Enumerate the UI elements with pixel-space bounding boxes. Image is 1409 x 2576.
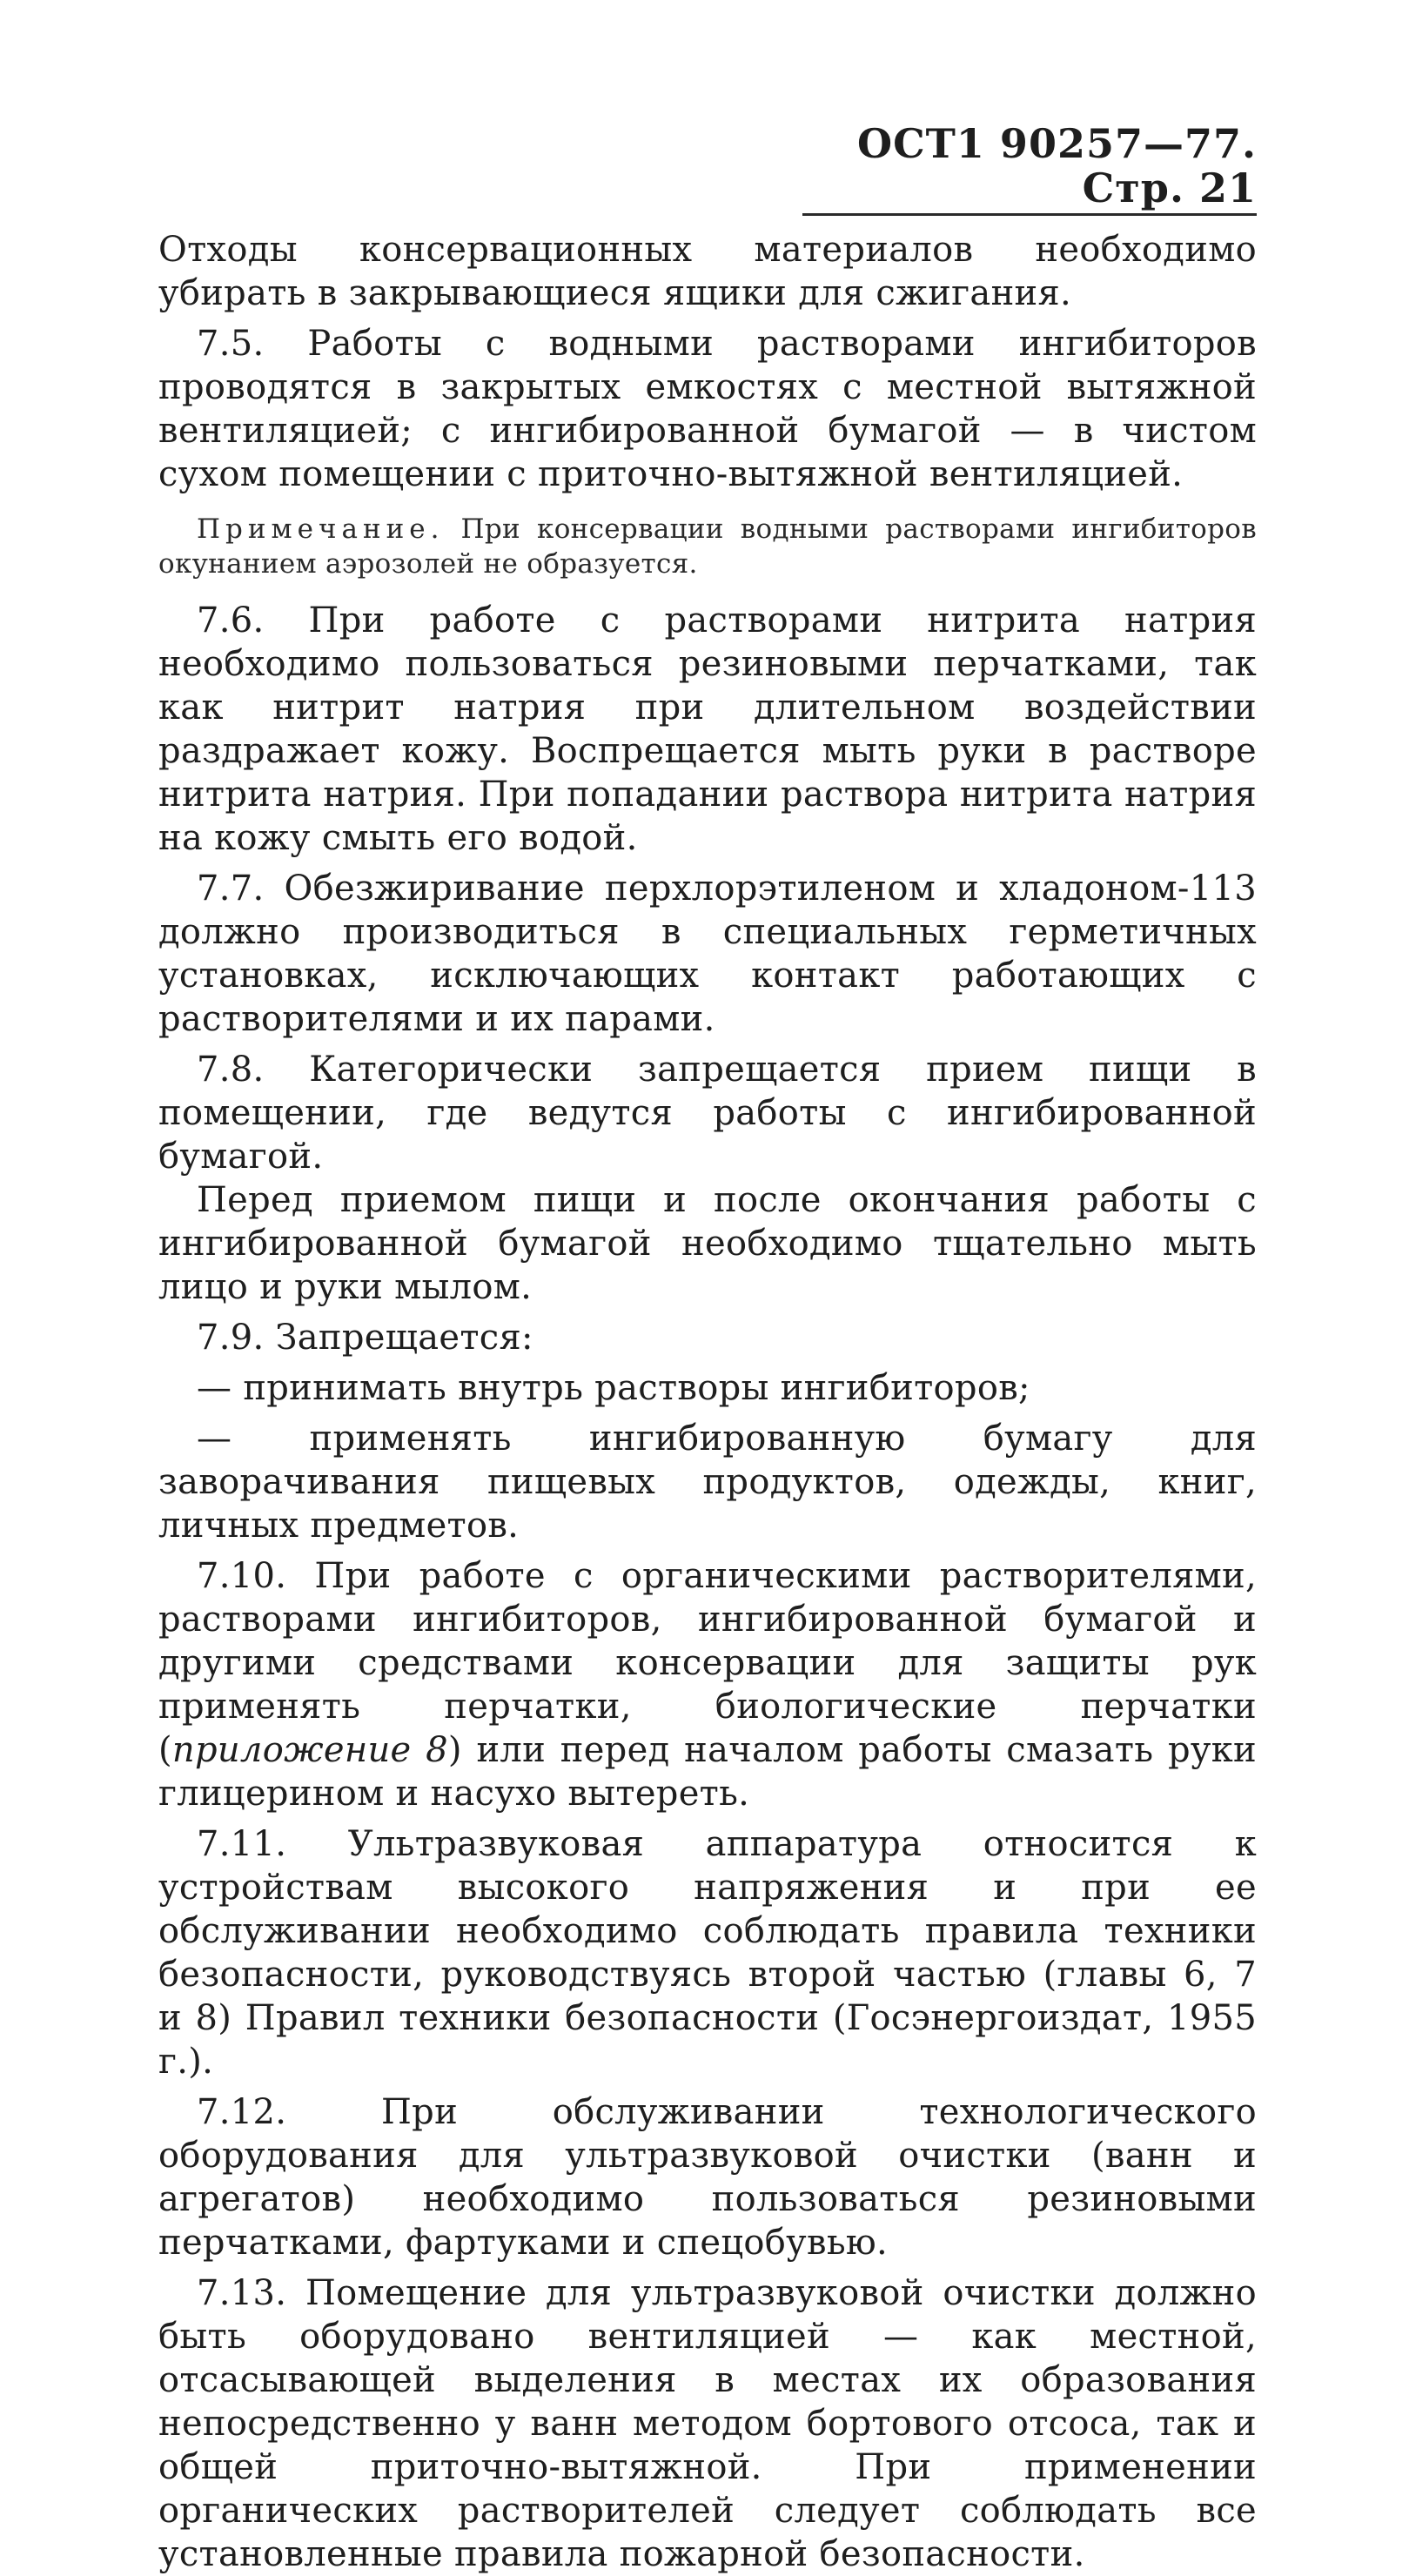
- note-label: Примечание.: [197, 513, 445, 546]
- paragraph-7-9: 7.9. Запрещается:: [197, 1318, 533, 1358]
- paragraph-7-8: 7.8. Категорически запрещается прием пищи в помещении, где ведутся работы с ингибированной бумагой.: [158, 1050, 1257, 1177]
- paragraph-7-10: [158, 1554, 1257, 1815]
- note: [158, 512, 1257, 581]
- paragraph-7-12: 7.12. При обслуживании технологического оборудования для ультразвуковой очистки (ванн и агрегатов) необходимо пользоваться резиновыми перчатками, фартуками и спецобувью.: [158, 2092, 1257, 2264]
- paragraph-7-10-start: 7.10. При работе с органическими растворителями, растворами ингибиторов, ингибированной бумагой и другими средствами консервации для защиты рук применять перчатки, биологические перчатки (: [158, 1556, 1257, 1771]
- page-header: ОСТ1 90257—77. Стр. 21: [802, 122, 1257, 216]
- paragraph-7-5: 7.5. Работы с водными растворами ингибиторов проводятся в закрытых емкостях с местной вытяжной вентиляцией; с ингибированной бумагой — в чистом сухом помещении с приточно-вытяжной вентиляцией.: [158, 324, 1257, 495]
- paragraph-7-6: 7.6. При работе с растворами нитрита натрия необходимо пользоваться резиновыми перчатками, так как нитрит натрия при длительном воздействии раздражает кожу. Воспрещается мыть руки в растворе нитрита натрия. При попадании раствора нитрита натрия на кожу смыть его водой.: [158, 600, 1257, 859]
- paragraph-7-7: 7.7. Обезжиривание перхлорэтиленом и хладоном-113 должно производиться в специальных герметичных установках, исключающих контакт работающих с растворителями и их парами.: [158, 869, 1257, 1040]
- paragraph-7-10-end: ) или перед началом работы смазать руки глицерином и насухо вытереть.: [158, 1730, 1257, 1815]
- note-text: При консервации водными растворами ингибиторов окунанием аэрозолей не образуется.: [158, 513, 1257, 580]
- paragraph-7-8-continued: Перед приемом пищи и после окончания работы с ингибированной бумагой необходимо тщательно мыть лицо и руки мылом.: [158, 1180, 1257, 1308]
- paragraph-7-13: 7.13. Помещение для ультразвуковой очистки должно быть оборудовано вентиляцией — как местной, отсасывающей выделения в местах их образования непосредственно у ванн методом бортового отсоса, так и общей приточно-вытяжной. При применении органических растворителей следует соблюдать все установленные правила пожарной безопасности.: [158, 2273, 1257, 2575]
- list-item-7-9-a: — принимать внутрь растворы ингибиторов;: [197, 1368, 1030, 1409]
- list-item-7-9-b: — применять ингибированную бумагу для заворачивания пищевых продуктов, одежды, книг, личных предметов.: [158, 1419, 1257, 1546]
- paragraph-7-11: 7.11. Ультразвуковая аппаратура относится к устройствам высокого напряжения и при ее обслуживании необходимо соблюдать правила техники безопасности, руководствуясь второй частью (главы 6, 7 и 8) Правил техники безопасности (Госэнергоиздат, 1955 г.).: [158, 1824, 1257, 2083]
- paragraph-waste: Отходы консервационных материалов необходимо убирать в закрывающиеся ящики для сжигания.: [158, 230, 1257, 314]
- document-page: [158, 122, 1257, 2576]
- appendix-reference: приложение 8: [171, 1730, 448, 1771]
